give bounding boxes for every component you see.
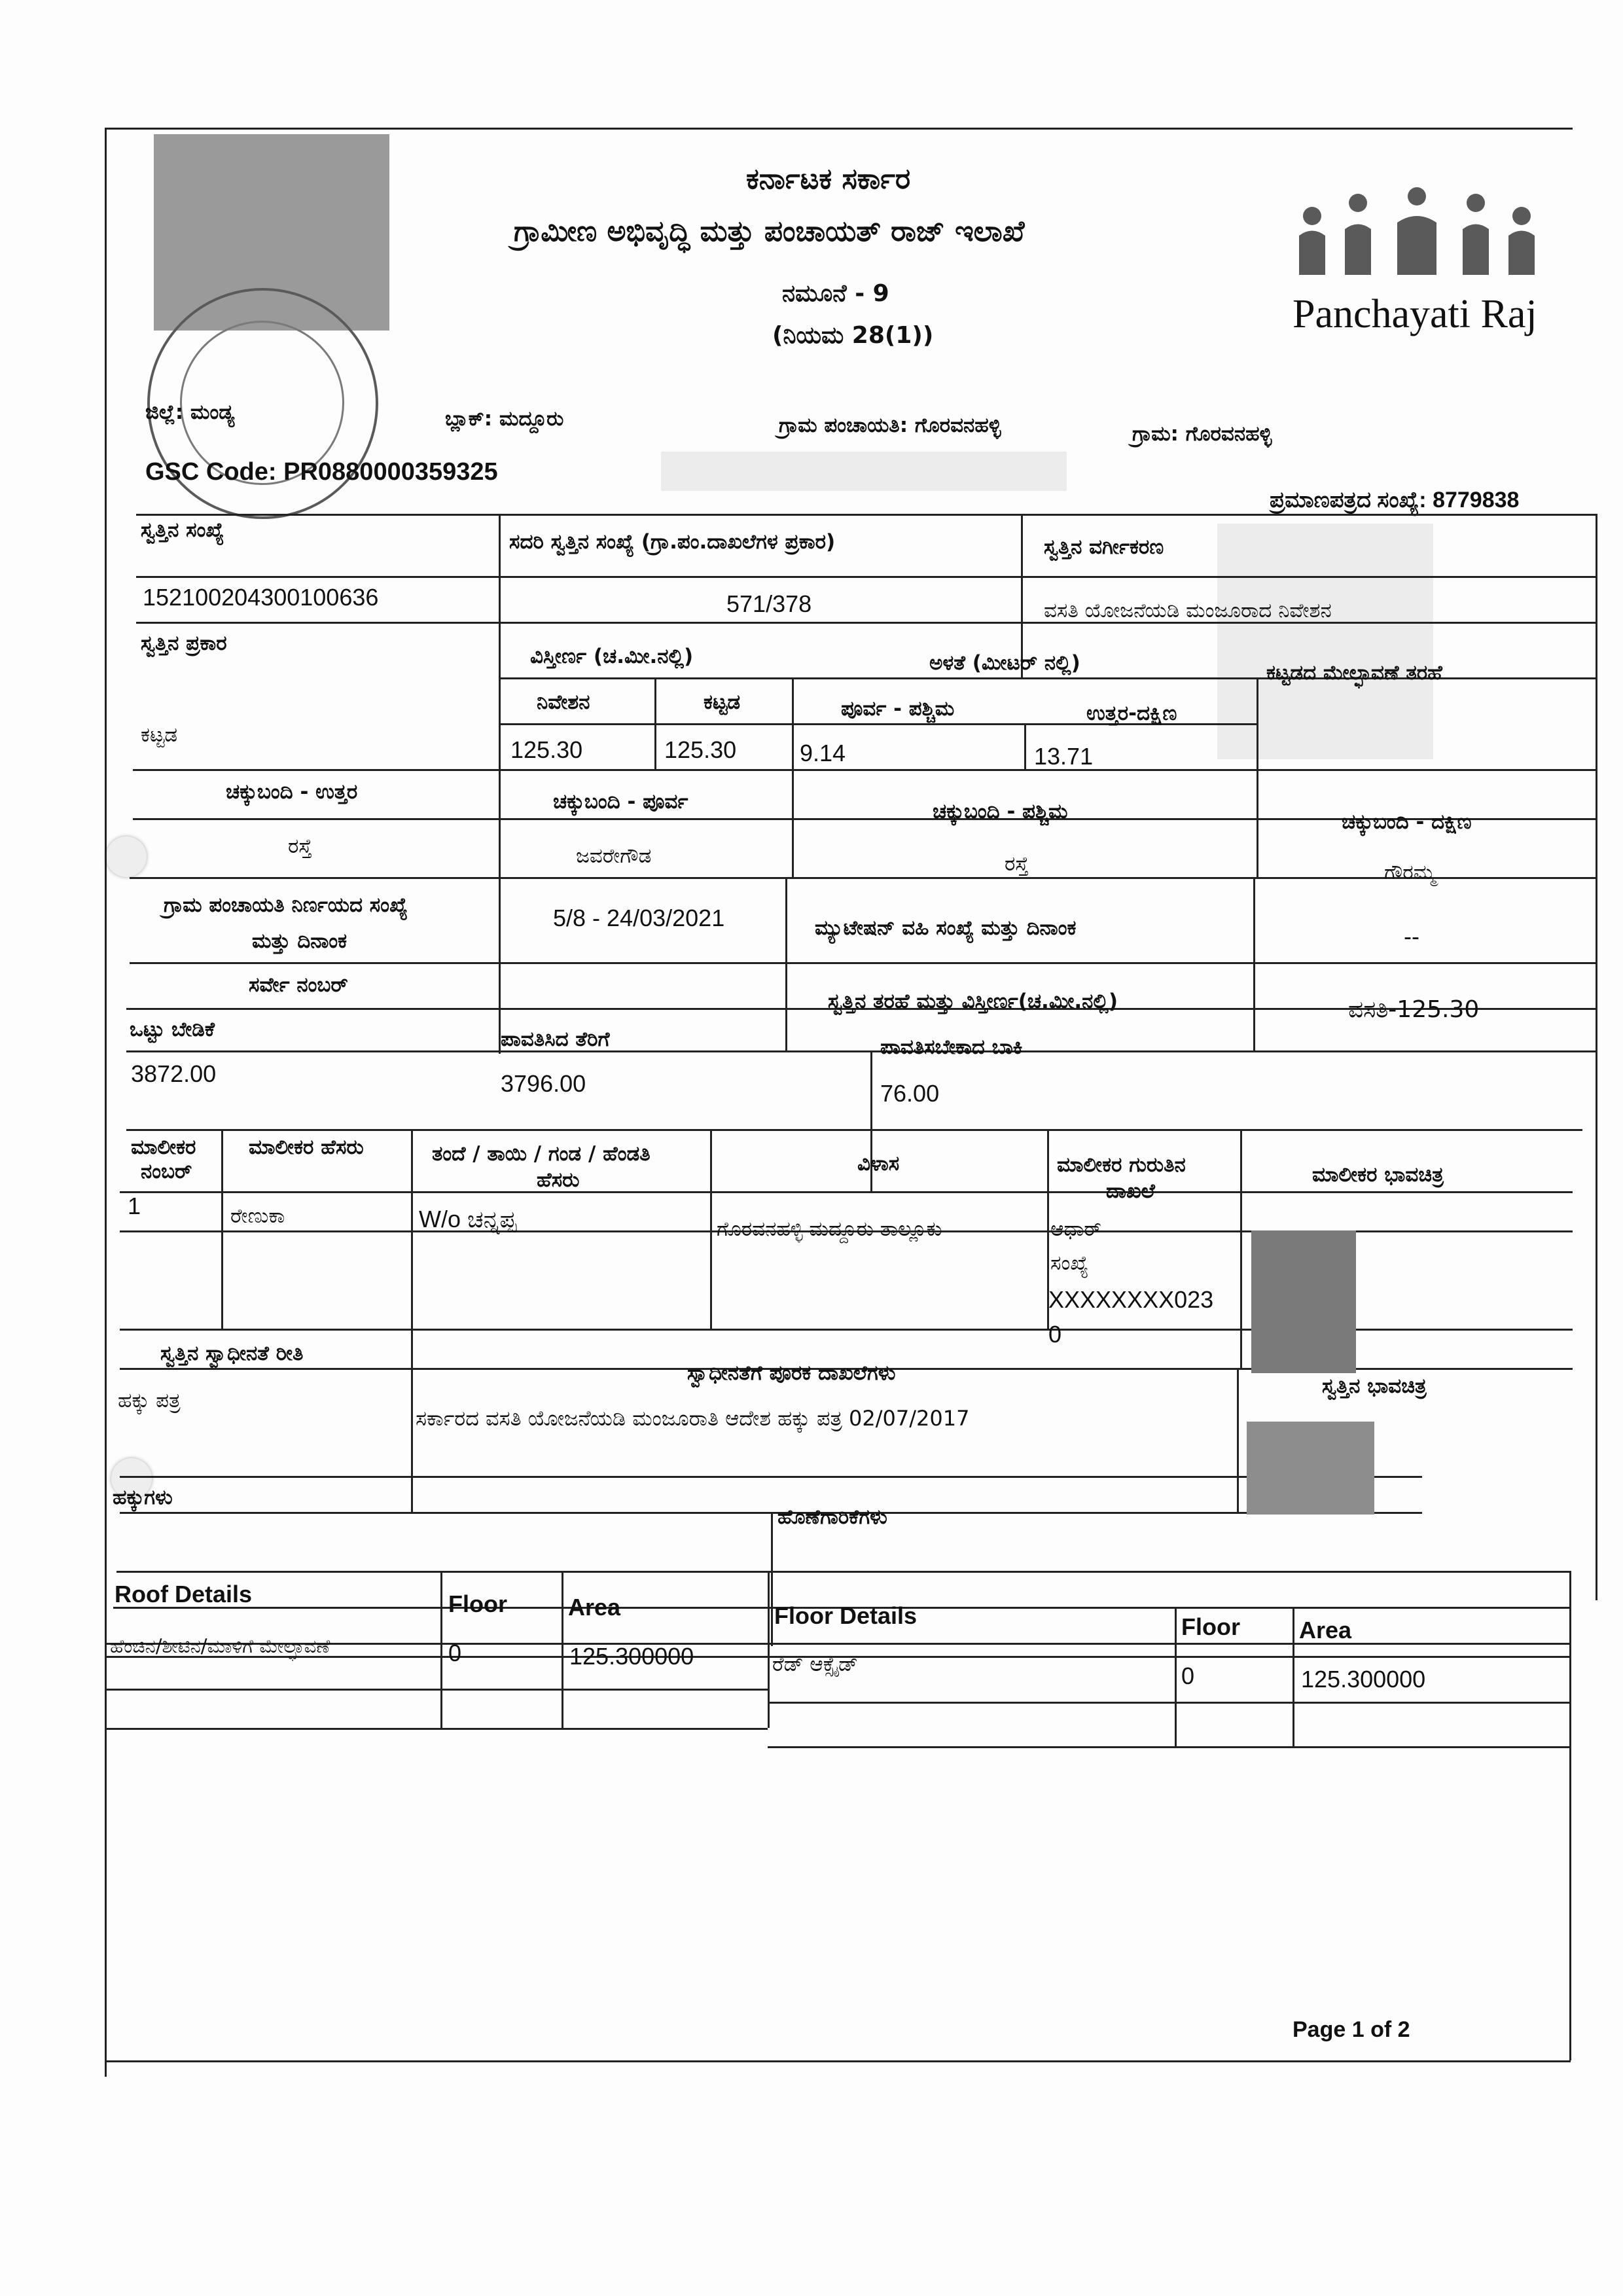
gram-panchayat: ಗ್ರಾಮ ಪಂಚಾಯತಿ: ಗೊರವನಹಳ್ಳಿ <box>779 414 1001 437</box>
panchayati-raj-logo-icon <box>1286 183 1548 301</box>
panchayati-raj-logo-text: Panchayati Raj <box>1293 292 1537 336</box>
owner-id-line4: 0 <box>1048 1321 1062 1348</box>
boundary-north-label: ಚಕ್ಕುಬಂದಿ - ಉತ್ತರ <box>226 780 358 804</box>
floor-floor-value: 0 <box>1181 1662 1195 1689</box>
property-id-value: 152100204300100636 <box>143 584 379 611</box>
resolution-label: ಗ್ರಾಮ ಪಂಚಾಯತಿ ನಿರ್ಣಯದ ಸಂಖ್ಯೆ <box>164 893 408 917</box>
ownership-docs-value: ಸರ್ಕಾರದ ವಸತಿ ಯೋಜನೆಯಡಿ ಮಂಜೂರಾತಿ ಆದೇಶ ಹಕ್ಕು ಪತ್ರ 02/07/2017 <box>416 1406 970 1431</box>
roof-details-title: Roof Details <box>115 1581 253 1607</box>
owner-id-label: ಮಾಲೀಕರ ಗುರುತಿನ <box>1057 1153 1186 1177</box>
property-photo-label: ಸ್ವತ್ತಿನ ಭಾವಚಿತ್ರ <box>1322 1374 1427 1398</box>
north-south-value: 13.71 <box>1034 743 1094 770</box>
owner-id-label-line2: ದಾಖಲೆ <box>1106 1179 1155 1203</box>
area-label: ವಿಸ್ತೀರ್ಣ (ಚ.ಮೀ.ನಲ್ಲಿ) <box>530 645 694 668</box>
boundary-west-value: ರಸ್ತೆ <box>1005 852 1029 876</box>
floor-details-title: Floor Details <box>774 1602 918 1629</box>
total-demand-value: 3872.00 <box>131 1060 217 1087</box>
floor-floor-label: Floor <box>1181 1613 1240 1640</box>
rights-label: ಹಕ್ಕುಗಳು <box>113 1486 173 1509</box>
owner-name-label: ಮಾಲೀಕರ ಹೆಸರು <box>249 1136 364 1159</box>
form-number: ನಮೂನೆ - 9 <box>782 280 889 307</box>
roof-floor-value: 0 <box>448 1640 462 1666</box>
boundary-west-label: ಚಕ್ಕುಬಂದಿ - ಪಶ್ಚಿಮ <box>933 800 1068 823</box>
north-south-label: ಉತ್ತರ-ದಕ್ಷಿಣ <box>1086 702 1177 725</box>
owner-name-value: ರೇಣುಕಾ <box>230 1204 285 1228</box>
roof-area-label: Area <box>568 1594 621 1621</box>
floor-area-label: Area <box>1299 1617 1352 1643</box>
village: ಗ್ರಾಮ: ಗೊರವನಹಳ್ಳಿ <box>1132 422 1272 446</box>
certificate-number: ಪ್ರಮಾಣಪತ್ರದ ಸಂಖ್ಯೆ: 8779838 <box>1270 488 1520 512</box>
roof-floor-label: Floor <box>448 1590 507 1617</box>
dimension-label: ಅಳತೆ (ಮೀಟರ್ ನಲ್ಲಿ) <box>929 651 1080 675</box>
district: ಜಿಲ್ಲೆ: ಮಂಡ್ಯ <box>145 401 235 424</box>
page-number: Page 1 of 2 <box>1293 2017 1410 2042</box>
boundary-east-label: ಚಕ್ಕುಬಂದಿ - ಪೂರ್ವ <box>553 790 688 814</box>
resolution-label-line2: ಮತ್ತು ದಿನಾಂಕ <box>252 929 348 953</box>
tax-paid-label: ಪಾವತಿಸಿದ ತೆರಿಗೆ <box>501 1028 610 1051</box>
boundary-south-value: ಗೌರಮ್ಮ <box>1384 861 1436 884</box>
balance-value: 76.00 <box>880 1080 940 1107</box>
register-no-label: ಸದರಿ ಸ್ವತ್ತಿನ ಸಂಖ್ಯೆ (ಗ್ರಾ.ಪಂ.ದಾಖಲೆಗಳ ಪ್ರಕಾರ) <box>509 530 836 554</box>
govt-title: ಕರ್ನಾಟಕ ಸರ್ಕಾರ <box>746 162 911 196</box>
usage-area-label: ಸ್ವತ್ತಿನ ತರಹೆ ಮತ್ತು ವಿಸ್ತೀರ್ಣ(ಚ.ಮೀ.ನಲ್ಲಿ) <box>828 990 1118 1013</box>
mutation-value: -- <box>1404 923 1419 950</box>
owner-photo <box>1251 1230 1356 1373</box>
owner-number-label: ಮಾಲೀಕರ <box>131 1136 196 1159</box>
property-photo <box>1247 1422 1374 1515</box>
parent-name-label: ತಂದೆ / ತಾಯಿ / ಗಂಡ / ಹೆಂಡತಿ <box>432 1142 651 1166</box>
classification-value: ವಸತಿ ಯೋಜನೆಯಡಿ ಮಂಜೂರಾದ ನಿವೇಶನ <box>1044 599 1332 622</box>
ownership-docs-label: ಸ್ವಾಧೀನತೆಗೆ ಪೂರಕ ದಾಖಲೆಗಳು <box>687 1361 896 1385</box>
gsc-code: GSC Code: PR0880000359325 <box>145 458 498 486</box>
owner-number-value: 1 <box>128 1193 141 1219</box>
boundary-south-label: ಚಕ್ಕುಬಂದಿ - ದಕ್ಷಿಣ <box>1342 810 1472 834</box>
east-west-label: ಪೂರ್ವ - ಪಶ್ಚಿಮ <box>841 697 955 721</box>
owner-id-line2: ಸಂಖ್ಯೆ <box>1050 1251 1089 1275</box>
boundary-north-value: ರಸ್ತೆ <box>288 834 312 858</box>
register-no-value: 571/378 <box>726 590 812 617</box>
floor-area-value: 125.300000 <box>1301 1666 1426 1693</box>
parent-name-value: W/o ಚನ್ನಪ್ಪ <box>419 1206 517 1232</box>
resolution-value: 5/8 - 24/03/2021 <box>553 905 725 931</box>
total-demand-label: ಒಟ್ಟು ಬೇಡಿಕೆ <box>130 1018 215 1041</box>
building-label: ಕಟ್ಟಡ <box>704 691 741 714</box>
property-type-value: ಕಟ್ಟಡ <box>141 723 178 747</box>
ownership-mode-value: ಹಕ್ಕು ಪತ್ರ <box>118 1389 181 1412</box>
rule-number: (ನಿಯಮ 28(1)) <box>772 322 934 349</box>
classification-label: ಸ್ವತ್ತಿನ ವರ್ಗೀಕರಣ <box>1044 535 1164 559</box>
property-type-label: ಸ್ವತ್ತಿನ ಪ್ರಕಾರ <box>141 632 227 655</box>
owner-id-line3: XXXXXXXX023 <box>1048 1286 1214 1313</box>
building-value: 125.30 <box>664 736 737 763</box>
owner-number-label-line2: ನಂಬರ್ <box>141 1160 192 1183</box>
usage-area-value: ವಸತಿ-125.30 <box>1348 996 1480 1023</box>
roof-type-label: ಕಟ್ಟಡದ ಮೇಲ್ಛಾವಣೆ ತರಹೆ <box>1266 661 1442 685</box>
owner-photo-label: ಮಾಲೀಕರ ಭಾವಚಿತ್ರ <box>1312 1163 1444 1187</box>
mutation-label: ಮ್ಯುಟೇಷನ್ ವಹಿ ಸಂಖ್ಯೆ ಮತ್ತು ದಿನಾಂಕ <box>815 916 1077 940</box>
ownership-mode-label: ಸ್ವತ್ತಿನ ಸ್ವಾಧೀನತೆ ರೀತಿ <box>160 1342 304 1365</box>
roof-area-value: 125.300000 <box>569 1643 694 1670</box>
property-id-label: ಸ್ವತ್ತಿನ ಸಂಖ್ಯೆ <box>141 518 224 542</box>
site-label: ನಿವೇಶನ <box>537 691 590 714</box>
parent-name-label-line2: ಹೆಸರು <box>537 1168 580 1192</box>
tax-paid-value: 3796.00 <box>501 1070 586 1097</box>
east-west-value: 9.14 <box>800 740 846 766</box>
balance-label: ಪಾವತಿಸಬೇಕಾದ ಬಾಕಿ <box>880 1035 1023 1059</box>
address-value: ಗೊರವನಹಳ್ಳಿ ಮದ್ದೂರು ತಾಲ್ಲೂಕು <box>717 1217 942 1241</box>
department-title: ಗ್ರಾಮೀಣ ಅಭಿವೃದ್ಧಿ ಮತ್ತು ಪಂಚಾಯತ್ ರಾಜ್ ಇಲಾಖೆ <box>514 215 1025 248</box>
site-value: 125.30 <box>510 736 583 763</box>
address-label: ವಿಳಾಸ <box>857 1152 900 1175</box>
roof-type-value: ಹೆಂಚಿನ/ಶೀಟಿನ/ಮಾಳಿಗೆ ಮೇಲ್ಛಾವಣೆ <box>110 1635 330 1657</box>
boundary-east-value: ಜವರೇಗೌಡ <box>576 844 652 868</box>
floor-type-value: ರೆಡ್ ಆಕ್ಸೈಡ್ <box>772 1653 858 1676</box>
owner-id-line1: ಆಧಾರ್ <box>1050 1217 1101 1241</box>
liabilities-label: ಹೊಣೆಗಾರಿಕೆಗಳು <box>777 1505 887 1529</box>
survey-number-label: ಸರ್ವೇ ನಂಬರ್ <box>249 973 348 997</box>
block: ಬ್ಲಾಕ್: ಮದ್ದೂರು <box>445 407 564 431</box>
